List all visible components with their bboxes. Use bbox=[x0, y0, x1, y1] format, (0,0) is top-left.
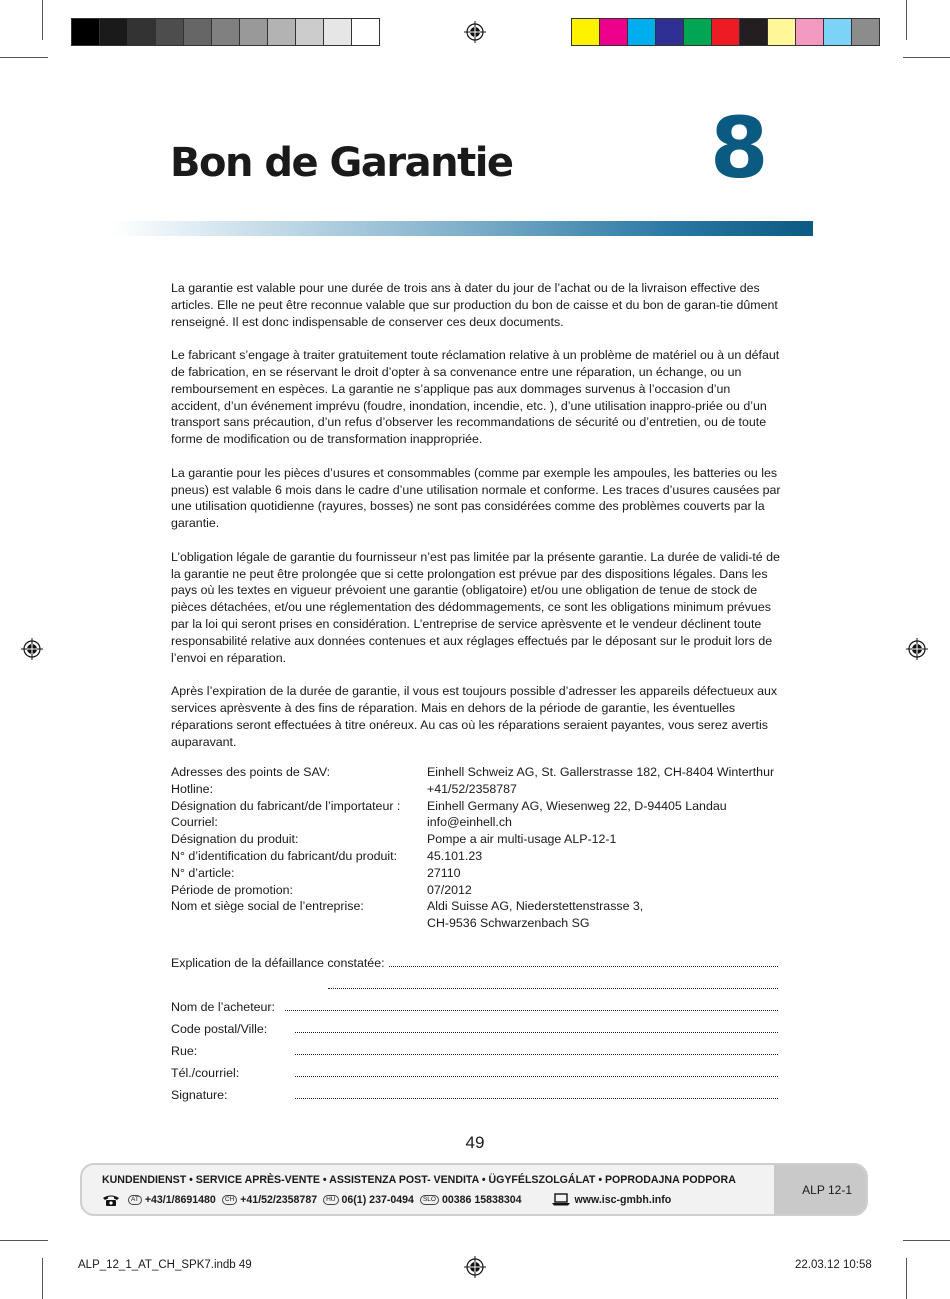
info-label: Période de promotion: bbox=[171, 882, 293, 897]
phone-ch: +41/52/2358787 bbox=[240, 1193, 318, 1206]
phone-email-field[interactable] bbox=[171, 1062, 778, 1080]
color-swatch bbox=[351, 18, 380, 46]
color-swatch bbox=[155, 18, 184, 46]
info-label: Adresses des points de SAV: bbox=[171, 765, 331, 779]
postal-city-field[interactable] bbox=[171, 1018, 778, 1036]
info-value: +41/52/2358787 bbox=[427, 781, 517, 796]
buyer-name-label: Nom de l’acheteur: bbox=[171, 1000, 275, 1014]
color-swatch bbox=[267, 18, 296, 46]
paragraph-legal: L’obligation légale de garantie du fournisseur n’est pas limitée par la présente garantie. La durée de validi-té de la garantie ne peut être prolongée que si cette prolongation est prévue par des dispositions légales. Dans les pays où les textes en vigueur prévoient une garantie (obligatoire) et/ou une obligation de tenue de stock de pièces détachées, et/ou une réglementation des dédommagements, ce sont les obligations minimum prévues par la loi qui seront prises en considération. L’entreprise de service aprèsvente et le vendeur déclinent toute responsabilité relative aux données contenues et aux réglages effectués par le déposant sur le produit lors de l’envoi en réparation. bbox=[171, 549, 780, 665]
page-number: 49 bbox=[465, 1133, 485, 1152]
paragraph-wear-parts: La garantie pour les pièces d’usures et consommables (comme par exemple les ampoules, les batteries ou les pneus) est valable 6 mois dans le cadre d’une utilisation normale et conforme. Les traces d’usures causées par une utilisation quotidienne (rayures, bosses) ne sont pas considérées comme des problèmes couverts par la garantie. bbox=[171, 465, 781, 531]
phone-email-line[interactable] bbox=[295, 1076, 778, 1077]
registration-target-icon bbox=[464, 21, 486, 43]
info-row bbox=[171, 764, 786, 781]
color-swatch bbox=[323, 18, 352, 46]
street-field[interactable] bbox=[171, 1040, 778, 1058]
country-code-at: AT bbox=[128, 1195, 142, 1205]
service-info-table bbox=[171, 764, 786, 932]
color-swatch bbox=[795, 18, 824, 46]
info-value: Pompe a air multi-usage ALP-12-1 bbox=[427, 832, 617, 847]
info-row bbox=[171, 831, 786, 848]
color-swatch bbox=[711, 18, 740, 46]
info-row bbox=[171, 798, 786, 815]
title-gradient-bar bbox=[112, 221, 813, 236]
info-row bbox=[171, 865, 786, 882]
info-label: Désignation du produit: bbox=[171, 832, 299, 847]
signature-field[interactable] bbox=[171, 1084, 778, 1102]
color-swatch bbox=[599, 18, 628, 46]
postal-city-label: Code postal/Ville: bbox=[171, 1022, 268, 1036]
phone-email-label: Tél./courriel: bbox=[171, 1066, 240, 1080]
info-value: info@einhell.ch bbox=[427, 815, 512, 830]
slug-filename: ALP_12_1_AT_CH_SPK7.indb 49 bbox=[78, 1259, 252, 1271]
color-swatch bbox=[183, 18, 212, 46]
color-swatch bbox=[571, 18, 600, 46]
paragraph-duration: La garantie est valable pour une durée de trois ans à dater du jour de l’achat ou de la livraison effective des articles. Elle ne peut être reconnue valable que sur production du bon de caisse et du bon de garan-tie dûment renseigné. Il est donc indispensable de conserver ces deux documents. bbox=[171, 281, 778, 329]
page-title: Bon de Garantie bbox=[170, 140, 513, 186]
info-value: CH-9536 Schwarzenbach SG bbox=[427, 916, 590, 931]
info-label: Courriel: bbox=[171, 815, 218, 830]
info-value: 07/2012 bbox=[427, 882, 472, 897]
chapter-number: 8 bbox=[710, 99, 769, 197]
signature-line[interactable] bbox=[295, 1098, 778, 1099]
info-label: Nom et siège social de l’entreprise: bbox=[171, 899, 364, 914]
info-row bbox=[171, 781, 786, 798]
country-code-hu: HU bbox=[323, 1195, 338, 1205]
info-row bbox=[171, 882, 786, 899]
registration-target-icon bbox=[464, 1256, 486, 1278]
info-label bbox=[171, 915, 427, 932]
color-swatch bbox=[655, 18, 684, 46]
registration-target-icon bbox=[21, 638, 43, 660]
color-swatch bbox=[683, 18, 712, 46]
buyer-name-line[interactable] bbox=[285, 1010, 778, 1011]
defect-line-2[interactable] bbox=[328, 988, 778, 989]
info-row bbox=[171, 915, 786, 932]
model-code: ALP 12-1 bbox=[802, 1183, 852, 1197]
buyer-name-field[interactable] bbox=[171, 996, 778, 1014]
defect-field-continued[interactable] bbox=[324, 974, 778, 992]
color-swatch bbox=[627, 18, 656, 46]
slug-datetime: 22.03.12 10:58 bbox=[795, 1259, 872, 1271]
info-value: 45.101.23 bbox=[427, 848, 483, 863]
service-footer bbox=[80, 1163, 868, 1216]
defect-field[interactable] bbox=[171, 952, 778, 970]
color-swatch bbox=[71, 18, 100, 46]
website-link[interactable]: www.isc-gmbh.info bbox=[574, 1193, 672, 1206]
street-label: Rue: bbox=[171, 1044, 198, 1058]
defect-line[interactable] bbox=[389, 966, 778, 967]
laptop-icon bbox=[552, 1193, 570, 1206]
info-label: Hotline: bbox=[171, 781, 214, 796]
phone-slo: 00386 15838304 bbox=[441, 1193, 522, 1206]
defect-label: Explication de la défaillance constatée: bbox=[171, 956, 385, 970]
info-value: 27110 bbox=[427, 865, 461, 880]
warranty-text bbox=[171, 280, 781, 767]
info-label: N° d’article: bbox=[171, 865, 235, 880]
color-swatch bbox=[851, 18, 880, 46]
paragraph-manufacturer: Le fabricant s’engage à traiter gratuitement toute réclamation relative à un problème de matériel ou à un défaut de fabrication, en se réservant le droit d’opter à sa convenance entre une réparation, un échange, ou un remboursement en espèces. La garantie ne s’applique pas aux dommages survenus à l’occasion d’un accident, d’un événement imprévu (foudre, inondation, incendie, etc. ), d’une utilisation inappro-priée ou d’un transport sans précaution, d’un refus d’observer les recommandations de sécurité ou d’entretien, ou de toute forme de modification ou de transformation inappropriée. bbox=[171, 348, 780, 447]
telephone-icon bbox=[102, 1194, 120, 1206]
info-row bbox=[171, 814, 786, 831]
country-code-slo: SLO bbox=[420, 1195, 439, 1205]
color-swatch bbox=[739, 18, 768, 46]
registration-target-icon bbox=[906, 638, 928, 660]
postal-city-line[interactable] bbox=[295, 1032, 778, 1033]
info-value: Aldi Suisse AG, Niederstettenstrasse 3, bbox=[427, 899, 644, 914]
paragraph-after-expiry: Après l’expiration de la durée de garantie, il vous est toujours possible d’adresser les appareils défectueux aux services aprèsvente à des fins de réparation. Mais en dehors de la période de garantie, les éventuelles réparations seront effectuées à titre onéreux. Au cas où les réparations seraient payantes, vous serez avertis auparavant. bbox=[171, 684, 778, 749]
warranty-form bbox=[171, 952, 778, 1102]
color-swatch bbox=[239, 18, 268, 46]
color-swatch bbox=[127, 18, 156, 46]
color-swatch bbox=[767, 18, 796, 46]
country-code-ch: CH bbox=[222, 1195, 237, 1205]
phone-hu: 06(1) 237-0494 bbox=[341, 1193, 414, 1206]
info-row bbox=[171, 898, 786, 915]
service-contacts bbox=[102, 1193, 671, 1206]
phone-at: +43/1/8691480 bbox=[144, 1193, 216, 1206]
info-row bbox=[171, 848, 786, 865]
color-swatch bbox=[823, 18, 852, 46]
color-swatch bbox=[295, 18, 324, 46]
info-value: Einhell Schweiz AG, St. Gallerstrasse 182, CH-8404 Winterthur bbox=[427, 765, 775, 779]
service-languages: KUNDENDIENST • SERVICE APRÈS-VENTE • ASSISTENZA POST- VENDITA • ÜGYFÉLSZOLGÁLAT • POPRODAJNA PODPORA bbox=[102, 1174, 736, 1186]
color-swatch bbox=[211, 18, 240, 46]
signature-label: Signature: bbox=[171, 1088, 228, 1102]
info-value: Einhell Germany AG, Wiesenweg 22, D-94405 Landau bbox=[427, 798, 727, 813]
info-label: N° d’identification du fabricant/du produit: bbox=[171, 848, 398, 863]
street-line[interactable] bbox=[295, 1054, 778, 1055]
info-label: Désignation du fabricant/de l’importateur : bbox=[171, 798, 401, 813]
color-swatch bbox=[99, 18, 128, 46]
